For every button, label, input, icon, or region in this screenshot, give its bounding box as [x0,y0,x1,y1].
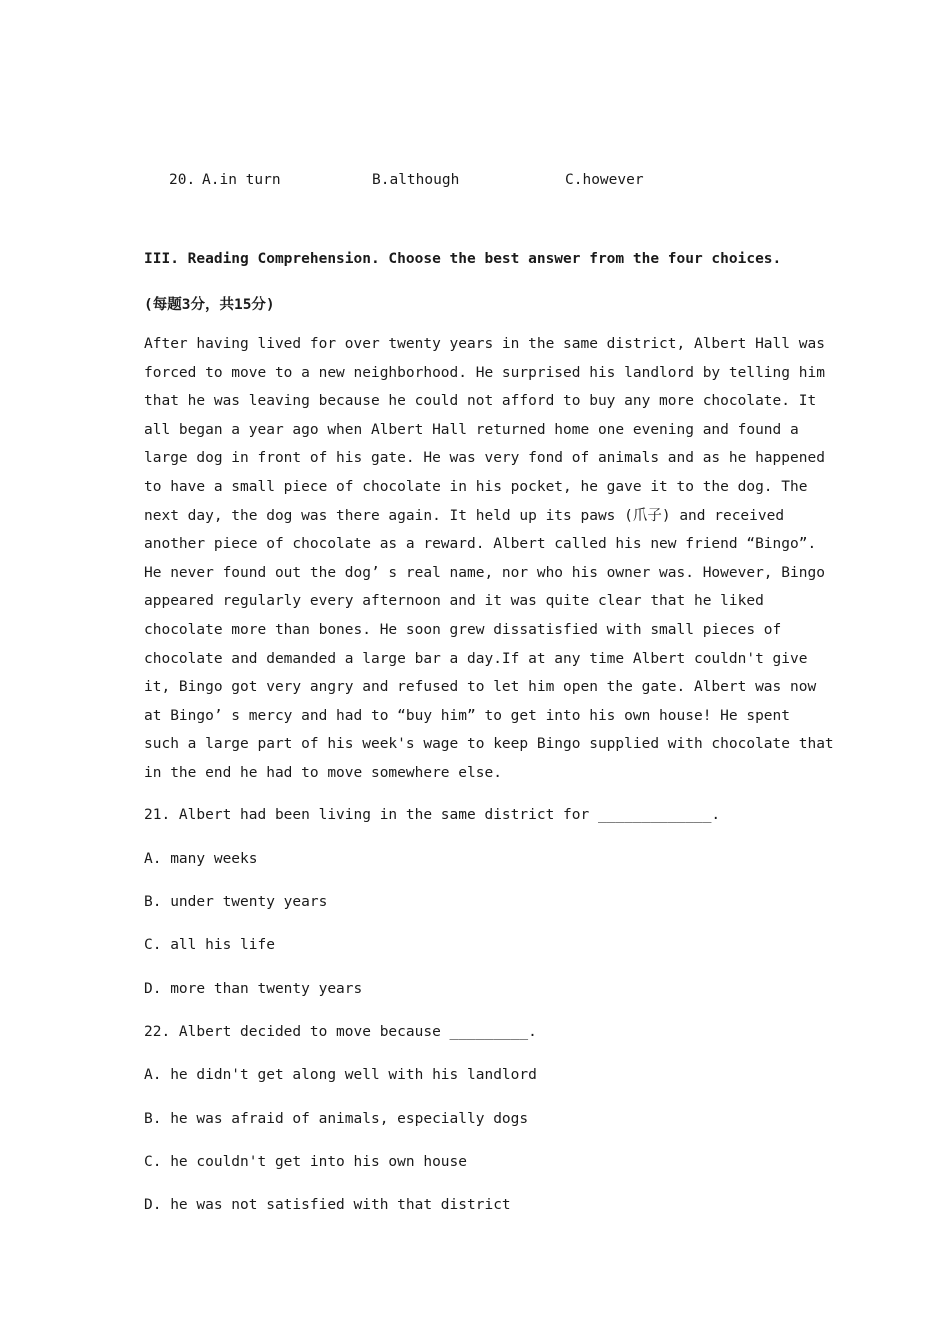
reading-passage [144,334,834,792]
passage-line: in the end he had to move somewhere else. [144,764,502,781]
question-20-number: 20. [169,172,196,188]
passage-line: to have a small piece of chocolate in his pocket, he gave it to the dog. The [144,478,808,495]
passage-line: that he was leaving because he could not afford to buy any more chocolate. It [144,393,817,410]
passage-line: such a large part of his week's wage to keep Bingo supplied with chocolate that [144,736,834,753]
passage-line: forced to move to a new neighborhood. He surprised his landlord by telling him [144,364,825,381]
passage-line: at Bingo’ s mercy and had to “buy him” to get into his own house! He spent [144,707,791,724]
question-22-stem: 22. Albert decided to move because _________. [144,1024,537,1040]
question-20-option-b: B.although [372,172,460,188]
question-22-option-a: A. he didn't get along well with his landlord [144,1067,537,1083]
passage-line: chocolate more than bones. He soon grew dissatisfied with small pieces of [144,621,782,638]
question-20-option-c: C.however [565,172,644,188]
passage-line: it, Bingo got very angry and refused to let him open the gate. Albert was now [144,679,817,696]
passage-line: After having lived for over twenty years in the same district, Albert Hall was [144,336,825,352]
passage-line: appeared regularly every afternoon and it was quite clear that he liked [144,593,764,610]
question-21-stem: 21. Albert had been living in the same district for _____________. [144,807,721,823]
section-points: (每题3分，共15分) [144,297,275,313]
passage-line: He never found out the dog’ s real name, nor who his owner was. However, Bingo [144,564,825,581]
question-22-option-c: C. he couldn't get into his own house [144,1154,468,1170]
question-20-option-a: A.in turn [202,172,281,188]
question-21-option-a: A. many weeks [144,851,258,867]
question-21-option-b: B. under twenty years [144,894,328,910]
passage-line: another piece of chocolate as a reward. Albert called his new friend “Bingo”. [144,536,817,553]
question-21-option-c: C. all his life [144,937,275,953]
question-22-option-b: B. he was afraid of animals, especially dogs [144,1111,529,1127]
passage-line: chocolate and demanded a large bar a day.If at any time Albert couldn't give [144,650,808,667]
question-22-option-d: D. he was not satisfied with that district [144,1197,511,1213]
section-heading: III. Reading Comprehension. Choose the best answer from the four choices. [144,251,782,267]
passage-line: next day, the dog was there again. It held up its paws (爪子) and received [144,507,785,524]
question-21-option-d: D. more than twenty years [144,981,363,997]
passage-line: large dog in front of his gate. He was very fond of animals and as he happened [144,450,825,467]
passage-line: all began a year ago when Albert Hall returned home one evening and found a [144,421,799,438]
